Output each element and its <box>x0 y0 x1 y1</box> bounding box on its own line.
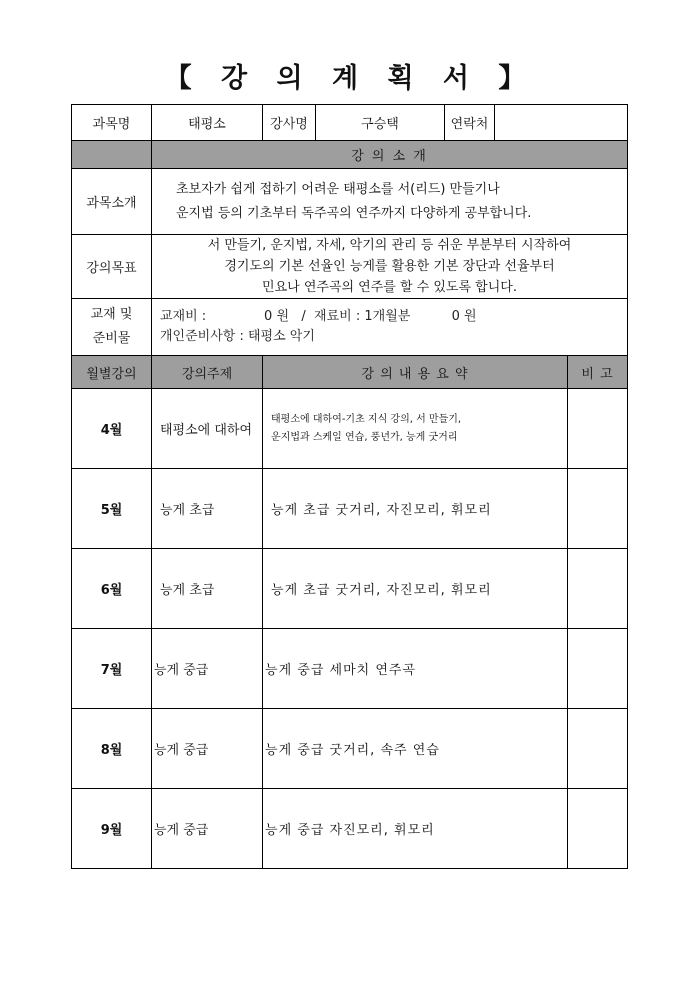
materials-cost-line: 교재비 : 0 원 / 재료비 : 1개월분 0 원 <box>160 309 477 324</box>
table-row <box>72 389 628 469</box>
course-intro-text <box>152 169 628 235</box>
table-row <box>72 549 628 629</box>
topic-cell: 능게 중급 <box>152 629 263 709</box>
note-cell <box>568 469 628 549</box>
summary-line: 능게 초급 굿거리, 자진모리, 휘모리 <box>271 503 492 518</box>
goal-label: 강의목표 <box>72 235 152 299</box>
table-row <box>72 789 628 869</box>
goal-row <box>72 235 628 299</box>
summary-line: 능게 중급 굿거리, 속주 연습 <box>265 743 440 758</box>
table-row <box>72 629 628 709</box>
goal-line: 서 만들기, 운지법, 자세, 악기의 관리 등 쉬운 부분부터 시작하여 <box>207 238 572 253</box>
course-name-label: 과목명 <box>72 105 152 141</box>
month-cell: 5월 <box>72 469 152 549</box>
topic-cell: 태평소에 대하여 <box>152 389 263 469</box>
summary-cell <box>263 709 568 789</box>
plan-header-row <box>72 356 628 389</box>
note-cell <box>568 709 628 789</box>
summary-line: 능게 중급 세마치 연주곡 <box>265 663 416 678</box>
note-cell <box>568 389 628 469</box>
instructor-value: 구승택 <box>316 105 445 141</box>
month-cell: 4월 <box>72 389 152 469</box>
materials-row <box>72 299 628 356</box>
summary-cell <box>263 789 568 869</box>
summary-cell <box>263 629 568 709</box>
goal-text <box>152 235 628 299</box>
course-name-value: 태평소 <box>152 105 263 141</box>
note-cell <box>568 789 628 869</box>
course-intro-row <box>72 169 628 235</box>
materials-label-line: 준비물 <box>92 331 131 346</box>
month-cell: 6월 <box>72 549 152 629</box>
month-column-header: 월별강의 <box>72 356 152 389</box>
table-row <box>72 469 628 549</box>
materials-personal-line: 개인준비사항 : 태평소 악기 <box>160 329 315 344</box>
materials-label <box>72 299 152 356</box>
summary-cell <box>263 389 568 469</box>
summary-cell <box>263 469 568 549</box>
month-cell: 8월 <box>72 709 152 789</box>
topic-cell: 능게 중급 <box>152 789 263 869</box>
note-cell <box>568 629 628 709</box>
goal-line: 민요나 연주곡의 연주를 할 수 있도록 합니다. <box>262 280 517 295</box>
course-intro-line: 초보자가 쉽게 접하기 어려운 태평소를 서(리드) 만들기나 <box>176 181 500 197</box>
summary-cell <box>263 549 568 629</box>
summary-line: 능게 중급 자진모리, 휘모리 <box>265 823 435 838</box>
contact-label: 연락처 <box>445 105 495 141</box>
topic-cell: 능게 중급 <box>152 709 263 789</box>
course-info-row <box>72 105 628 141</box>
lecture-plan-form <box>71 104 628 869</box>
note-cell <box>568 549 628 629</box>
note-column-header: 비 고 <box>568 356 628 389</box>
summary-line: 운지법과 스케일 연습, 풍년가, 능게 굿거리 <box>271 431 458 443</box>
intro-heading-gap <box>72 141 152 169</box>
instructor-label: 강사명 <box>263 105 316 141</box>
summary-column-header: 강 의 내 용 요 약 <box>263 356 568 389</box>
table-row <box>72 709 628 789</box>
summary-line: 태평소에 대하여-기초 지식 강의, 서 만들기, <box>271 413 462 425</box>
intro-heading-row <box>72 141 628 169</box>
goal-line: 경기도의 기본 선율인 능게를 활용한 기본 장단과 선율부터 <box>224 259 555 274</box>
course-intro-line: 운지법 등의 기초부터 독주곡의 연주까지 다양하게 공부합니다. <box>176 205 532 221</box>
topic-cell: 능게 초급 <box>152 469 263 549</box>
month-cell: 9월 <box>72 789 152 869</box>
topic-cell: 능게 초급 <box>152 549 263 629</box>
month-cell: 7월 <box>72 629 152 709</box>
intro-section-heading: 강 의 소 개 <box>152 141 628 169</box>
summary-line: 능게 초급 굿거리, 자진모리, 휘모리 <box>271 583 492 598</box>
topic-column-header: 강의주제 <box>152 356 263 389</box>
materials-text <box>152 299 628 356</box>
page-title: 【 강 의 계 획 서 】 <box>164 63 536 94</box>
course-intro-label: 과목소개 <box>72 169 152 235</box>
contact-value <box>495 105 628 141</box>
materials-label-line: 교재 및 <box>90 307 133 322</box>
